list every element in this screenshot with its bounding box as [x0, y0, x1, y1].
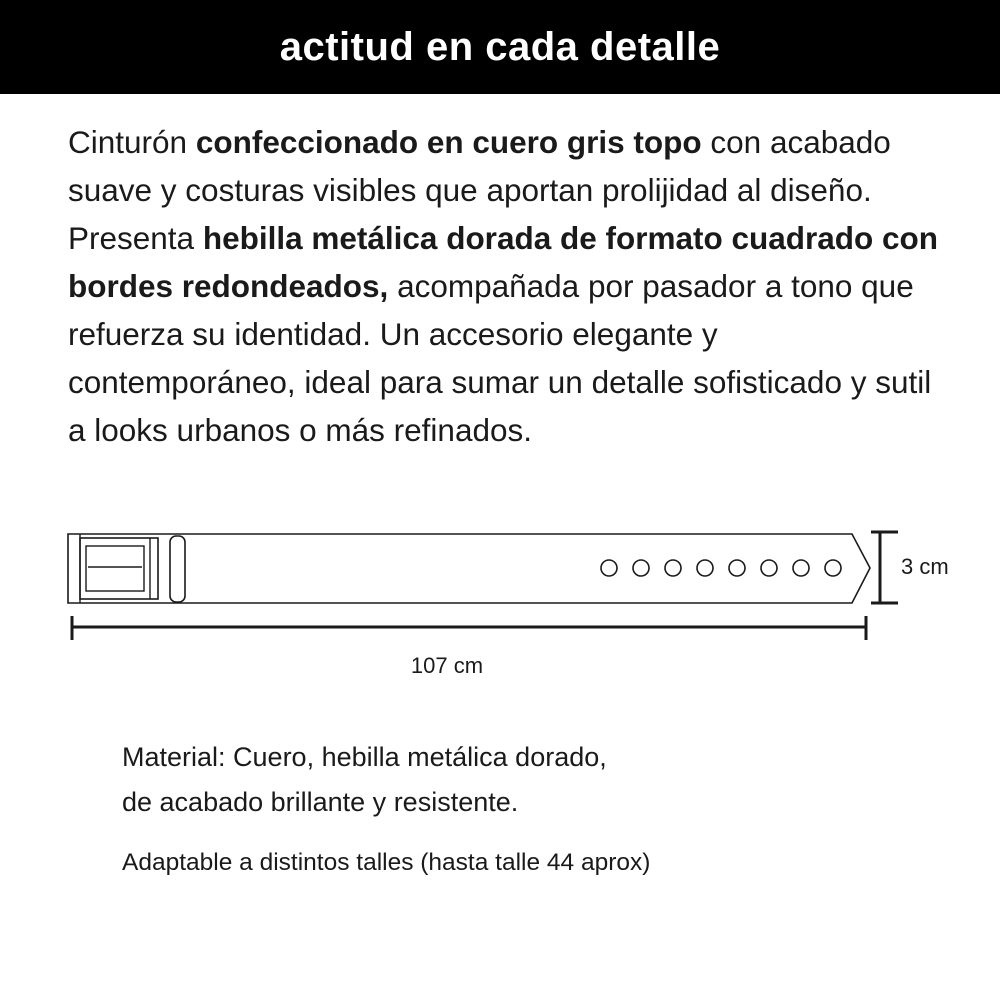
description-bold-2: hebilla metálica dorada de formato cuadrado con bordes redondeados, [68, 220, 939, 304]
belt-hole-icon [633, 560, 649, 576]
description-text-2: con acabado suave y costuras visibles que aportan prolijidad al diseño. Presenta [68, 124, 891, 256]
description-text-3: acompañada por pasador a tono que refuerza su identidad. Un accesorio elegante y contemporáneo, ideal para sumar un detalle sofisticado y sutil a looks urbanos o más refinados. [68, 268, 932, 448]
header-title: actitud en cada detalle [279, 24, 721, 69]
belt-hole-icon [601, 560, 617, 576]
belt-diagram [0, 520, 1000, 700]
buckle-frame-icon [80, 538, 158, 599]
buckle-inner-frame [86, 546, 144, 591]
belt-hole-icon [793, 560, 809, 576]
description-bold-1: confeccionado en cuero gris topo [195, 124, 702, 160]
belt-strap-outline [68, 534, 870, 603]
belt-hole-icon [697, 560, 713, 576]
material-specs [122, 735, 922, 825]
belt-holes [601, 560, 841, 576]
fit-note: Adaptable a distintos talles (hasta talle 44 aprox) [122, 849, 651, 876]
length-dimension-label: 107 cm [410, 653, 484, 678]
belt-hole-icon [729, 560, 745, 576]
product-description [68, 118, 948, 454]
width-dimension-label: 3 cm [901, 554, 949, 579]
belt-hole-icon [665, 560, 681, 576]
belt-hole-icon [825, 560, 841, 576]
header-bar [0, 0, 1000, 94]
material-line-2: de acabado brillante y resistente. [122, 787, 519, 817]
belt-keeper-icon [170, 536, 185, 602]
material-line-1: Material: Cuero, hebilla metálica dorado, [122, 742, 607, 772]
belt-hole-icon [761, 560, 777, 576]
description-text-1: Cinturón [68, 124, 196, 160]
